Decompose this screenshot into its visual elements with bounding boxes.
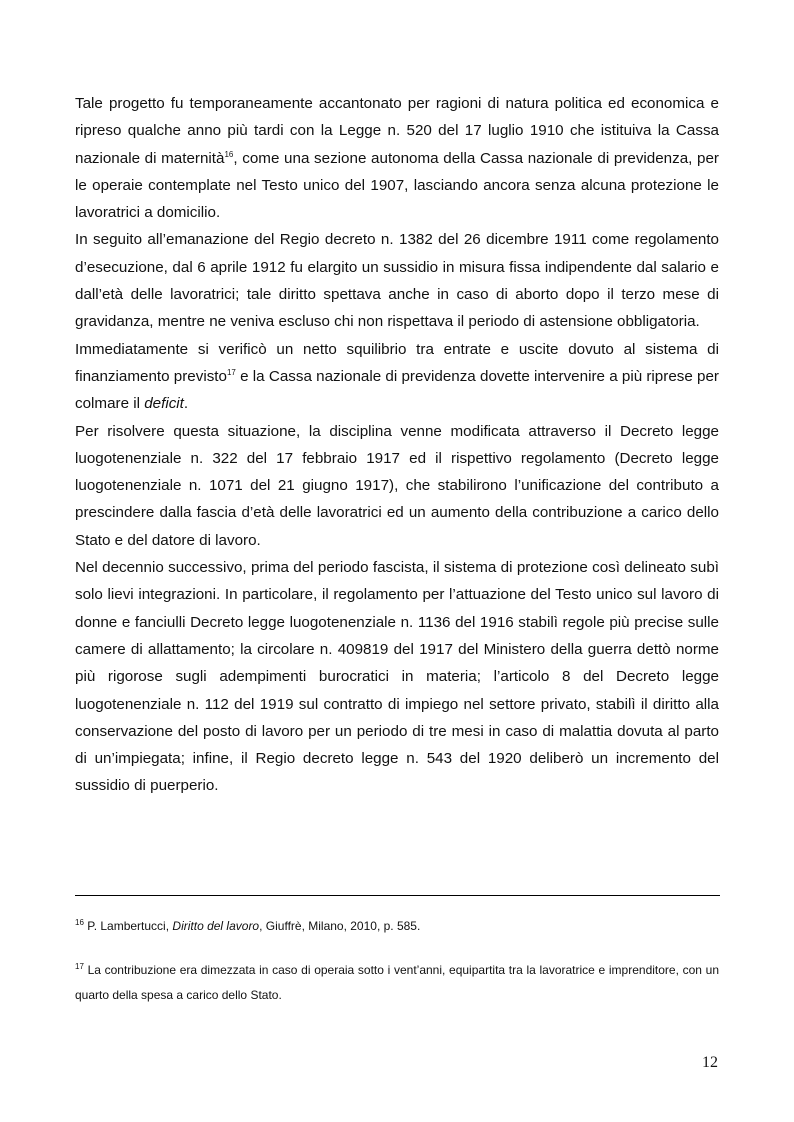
paragraph-1-text-cont: , come una sezione autonoma della Cassa nazionale di previdenza, per le operaie contemplate nel Testo unico del 1907, lasciando ancora senza alcuna protezione le lavoratrici a domicilio. — [75, 149, 719, 222]
page-number: 12 — [702, 1054, 718, 1071]
footnote-ref-17: 17 — [226, 367, 236, 377]
paragraph-1-text: Tale progetto fu temporaneamente accantonato per ragioni di natura politica ed economica e ripreso qualche anno più tardi con la Legge n. 520 del 17 luglio 1910 che istituiva la Cassa nazionale di maternità — [75, 95, 719, 167]
footnote-16 — [75, 914, 719, 939]
main-text — [75, 90, 719, 800]
footnote-16-text: P. Lambertucci, — [83, 919, 173, 933]
paragraph-3-text: Immediatamente si verificò un netto squilibrio tra entrate e uscite dovuto al sistema di finanziamento previsto — [75, 340, 719, 385]
paragraph-2: In seguito all’emanazione del Regio decreto n. 1382 del 26 dicembre 1911 come regolamento d’esecuzione, dal 6 aprile 1912 fu elargito un sussidio in misura fissa indipendente dal salario e dall’età delle lavoratrici; tale diritto spettava anche in caso di aborto dopo il terzo mese di gravidanza, mentre ne veniva escluso chi non rispettava il periodo di astensione obbligatoria. — [75, 231, 719, 331]
footnote-16-number: 16 — [75, 918, 84, 927]
deficit-italic: deficit — [144, 395, 184, 413]
paragraph-5: Nel decennio successivo, prima del periodo fascista, il sistema di protezione così delineato subì solo lievi integrazioni. In particolare, il regolamento per l’attuazione del Testo unico sul lavoro di donne e fanciulli Decreto legge luogotenenziale n. 1136 del 1916 stabilì regole più precise sulle camere di allattamento; la circolare n. 409819 del 1917 del Ministero della guerra dettò norme più rigorose sugli adempimenti burocratici in materia; l’articolo 8 del Decreto legge luogotenenziale n. 112 del 1919 sul contratto di impiego nel settore privato, stabilì il diritto alla conservazione del posto di lavoro per un periodo di tre mesi in caso di malattia dovuta al parto di un’impiegata; infine, il Regio decreto legge n. 543 del 1920 deliberò un incremento del sussidio di puerperio. — [75, 559, 719, 795]
footnote-divider — [75, 895, 720, 896]
paragraph-1 — [75, 90, 719, 226]
footnote-16-text-cont: , Giuffrè, Milano, 2010, p. 585. — [259, 919, 421, 933]
footnote-17-number: 17 — [75, 962, 84, 971]
footnote-ref-16: 16 — [224, 149, 234, 159]
paragraph-3-text-cont: e la Cassa nazionale di previdenza dovette intervenire a più riprese per colmare il — [75, 367, 719, 413]
footnote-16-title: Diritto del lavoro — [172, 919, 260, 933]
footnote-17 — [75, 958, 719, 1008]
paragraph-3-end: . — [183, 395, 189, 413]
paragraph-3 — [75, 336, 719, 418]
footnote-17-text: La contribuzione era dimezzata in caso di operaia sotto i vent’anni, equipartita tra la lavoratrice e imprenditore, con un quarto della spesa a carico dello Stato. — [75, 963, 719, 1002]
paragraph-4: Per risolvere questa situazione, la disciplina venne modificata attraverso il Decreto legge luogotenenziale n. 322 del 17 febbraio 1917 ed il rispettivo regolamento (Decreto legge luogotenenziale n. 1071 del 21 giugno 1917), che stabilirono l’unificazione del contributo a prescindere dalla fascia d’età delle lavoratrici ed un aumento della contribuzione a carico dello Stato e del datore di lavoro. — [75, 422, 719, 549]
